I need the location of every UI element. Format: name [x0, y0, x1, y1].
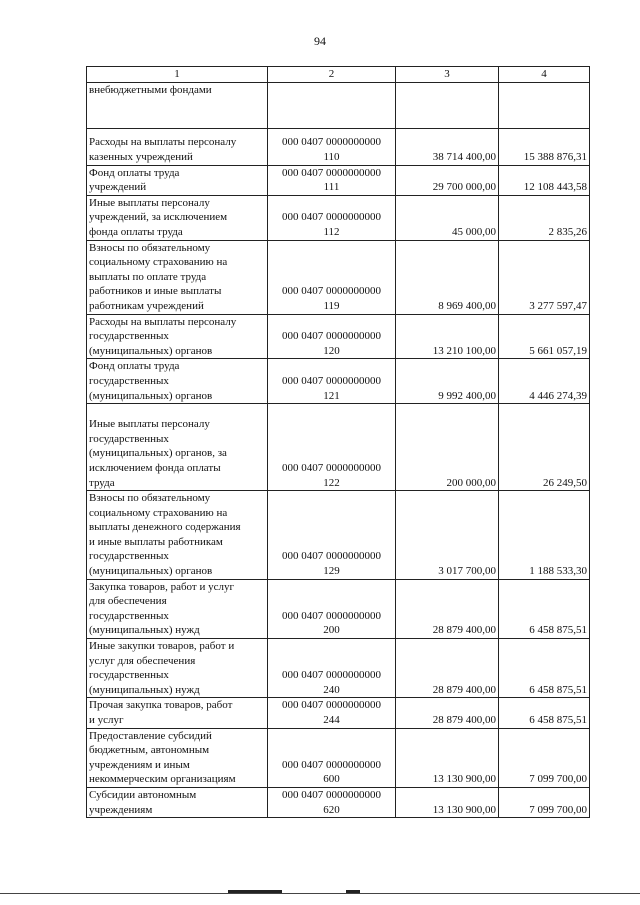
budget-code: 000 0407 0000000000 120 — [268, 314, 396, 359]
approved-amount: 200 000,00 — [396, 404, 499, 491]
table-row — [87, 240, 590, 314]
executed-amount — [499, 82, 590, 128]
page-number: 94 — [314, 34, 326, 48]
executed-amount: 6 458 875,51 — [499, 639, 590, 698]
row-name-cell — [87, 404, 268, 491]
row-name: внебюджетными фондами — [89, 83, 212, 96]
table-row — [87, 728, 590, 787]
executed-amount: 26 249,50 — [499, 404, 590, 491]
row-name-cell — [87, 314, 268, 359]
budget-code: 000 0407 0000000000 112 — [268, 195, 396, 240]
row-name-cell — [87, 787, 268, 817]
table-row — [87, 195, 590, 240]
approved-amount: 13 130 900,00 — [396, 787, 499, 817]
budget-code: 000 0407 0000000000 240 — [268, 639, 396, 698]
approved-amount: 45 000,00 — [396, 195, 499, 240]
column-header-2: 2 — [268, 67, 396, 83]
row-name: Фонд оплаты труда государственных (муниципальных) органов — [89, 360, 213, 402]
row-name-cell — [87, 128, 268, 165]
approved-amount: 3 017 700,00 — [396, 491, 499, 580]
row-name: Взносы по обязательному социальному страхованию на выплаты денежного содержания и иные выплаты работникам государственных (муниципальных) органов — [89, 492, 241, 578]
approved-amount: 28 879 400,00 — [396, 698, 499, 728]
approved-amount: 38 714 400,00 — [396, 128, 499, 165]
table-row — [87, 639, 590, 698]
row-name: Субсидии автономным учреждениям — [89, 788, 197, 816]
executed-amount: 15 388 876,31 — [499, 128, 590, 165]
budget-code: 000 0407 0000000000 600 — [268, 728, 396, 787]
budget-code: 000 0407 0000000000 200 — [268, 579, 396, 638]
table-row — [87, 787, 590, 817]
table-row — [87, 82, 590, 128]
budget-table — [86, 66, 590, 818]
budget-code: 000 0407 0000000000 119 — [268, 240, 396, 314]
executed-amount: 4 446 274,39 — [499, 359, 590, 404]
bottom-rule — [0, 893, 640, 894]
approved-amount: 13 210 100,00 — [396, 314, 499, 359]
row-name: Расходы на выплаты персоналу казенных учреждений — [89, 136, 237, 163]
row-name-cell — [87, 698, 268, 728]
budget-code: 000 0407 0000000000 244 — [268, 698, 396, 728]
table-row — [87, 314, 590, 359]
row-name-cell — [87, 491, 268, 580]
budget-code: 000 0407 0000000000 121 — [268, 359, 396, 404]
executed-amount: 3 277 597,47 — [499, 240, 590, 314]
row-name-cell — [87, 639, 268, 698]
row-name: Закупка товаров, работ и услуг для обеспечения государственных (муниципальных) нужд — [89, 580, 234, 637]
budget-code: 000 0407 0000000000 111 — [268, 165, 396, 195]
approved-amount: 9 992 400,00 — [396, 359, 499, 404]
row-name: Взносы по обязательному социальному страхованию на выплаты по оплате труда работников и иные выплаты работникам учреждений — [89, 241, 228, 312]
executed-amount: 12 108 443,58 — [499, 165, 590, 195]
column-header-3: 3 — [396, 67, 499, 83]
table-row — [87, 165, 590, 195]
approved-amount: 29 700 000,00 — [396, 165, 499, 195]
row-name-cell — [87, 195, 268, 240]
budget-code: 000 0407 0000000000 122 — [268, 404, 396, 491]
approved-amount: 13 130 900,00 — [396, 728, 499, 787]
executed-amount: 7 099 700,00 — [499, 787, 590, 817]
approved-amount: 8 969 400,00 — [396, 240, 499, 314]
row-name: Расходы на выплаты персоналу государственных (муниципальных) органов — [89, 315, 237, 357]
approved-amount — [396, 82, 499, 128]
row-name: Предоставление субсидий бюджетным, автономным учреждениям и иным некоммерческим организациям — [89, 729, 236, 786]
table-header-row — [87, 67, 590, 83]
column-header-4: 4 — [499, 67, 590, 83]
approved-amount: 28 879 400,00 — [396, 579, 499, 638]
row-name: Иные выплаты персоналу государственных (муниципальных) органов, за исключением фонда оплаты труда — [89, 418, 227, 489]
budget-code: 000 0407 0000000000 620 — [268, 787, 396, 817]
row-name: Прочая закупка товаров, работ и услуг — [89, 699, 233, 726]
column-header-1: 1 — [87, 67, 268, 83]
budget-code: 000 0407 0000000000 110 — [268, 128, 396, 165]
row-name-cell — [87, 728, 268, 787]
executed-amount: 5 661 057,19 — [499, 314, 590, 359]
table-row — [87, 579, 590, 638]
row-name-cell — [87, 165, 268, 195]
row-name-cell — [87, 579, 268, 638]
executed-amount: 1 188 533,30 — [499, 491, 590, 580]
table-row — [87, 404, 590, 491]
row-name: Иные выплаты персоналу учреждений, за исключением фонда оплаты труда — [89, 196, 228, 238]
budget-code — [268, 82, 396, 128]
table-row — [87, 491, 590, 580]
executed-amount: 6 458 875,51 — [499, 698, 590, 728]
table-row — [87, 698, 590, 728]
table-row — [87, 359, 590, 404]
row-name-cell — [87, 359, 268, 404]
budget-code: 000 0407 0000000000 129 — [268, 491, 396, 580]
row-name-cell — [87, 240, 268, 314]
row-name: Иные закупки товаров, работ и услуг для обеспечения государственных (муниципальных) нужд — [89, 640, 235, 696]
row-name-cell — [87, 82, 268, 128]
table-row — [87, 128, 590, 165]
executed-amount: 7 099 700,00 — [499, 728, 590, 787]
executed-amount: 6 458 875,51 — [499, 579, 590, 638]
executed-amount: 2 835,26 — [499, 195, 590, 240]
approved-amount: 28 879 400,00 — [396, 639, 499, 698]
row-name: Фонд оплаты труда учреждений — [89, 166, 180, 194]
